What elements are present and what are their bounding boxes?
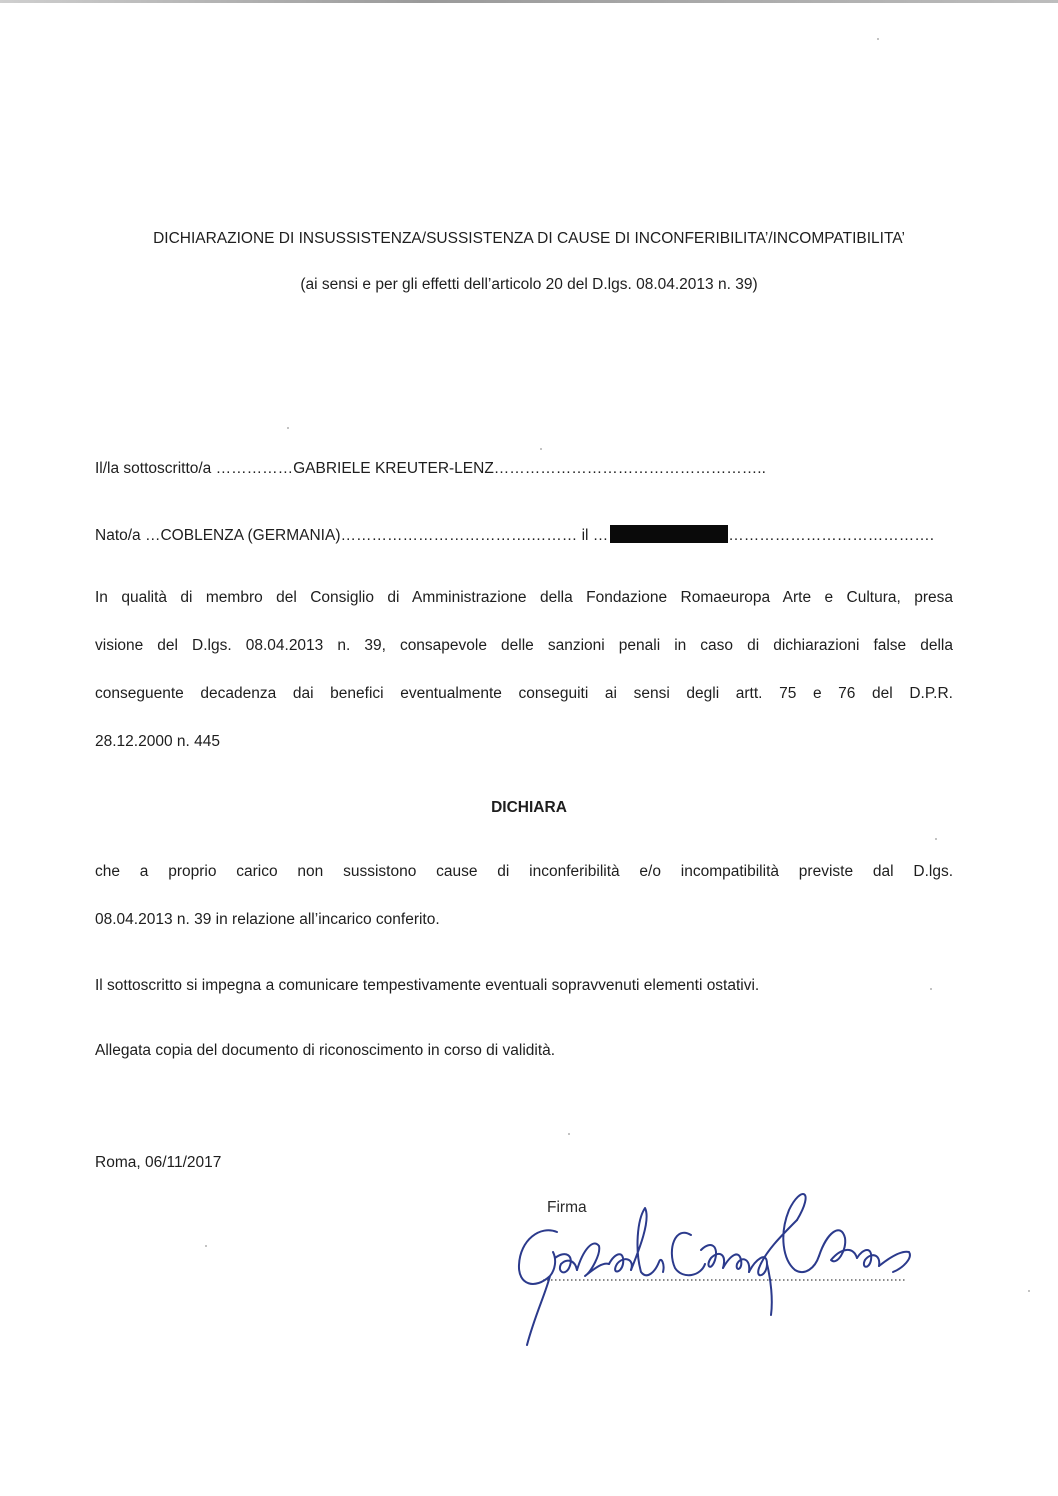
birth-suffix: …………………………………. [728, 527, 935, 544]
signer-name: GABRIELE KREUTER-LENZ [293, 460, 494, 477]
place-date: Roma, 06/11/2017 [95, 1154, 222, 1171]
scan-speck [1028, 1290, 1030, 1292]
scan-speck [540, 448, 542, 450]
scan-speck [287, 427, 289, 429]
statement-line-2: 08.04.2013 n. 39 in relazione all’incarico conferito. [95, 911, 440, 928]
intro-line-3: conseguente decadenza dai benefici eventualmente conseguiti ai sensi degli artt. 75 e 76 del D.P.R. [95, 685, 953, 702]
scan-speck [930, 988, 932, 990]
commitment-line: Il sottoscritto si impegna a comunicare tempestivamente eventuali sopravvenuti elementi ostativi. [95, 977, 760, 994]
scan-speck [877, 38, 879, 40]
birth-middle: ……………………………….……… il … [340, 527, 609, 544]
signature-label: Firma [547, 1199, 587, 1216]
birth-line [95, 525, 934, 546]
intro-line-2: visione del D.lgs. 08.04.2013 n. 39, consapevole delle sanzioni penali in caso di dichiarazioni false della [95, 637, 953, 654]
scan-speck [205, 1245, 207, 1247]
signer-prefix: Il/la sottoscritto/a …………… [95, 460, 294, 477]
redacted-birth-date [610, 525, 728, 543]
statement-line-1: che a proprio carico non sussistono cause di inconferibilità e/o incompatibilità previste dal D.lgs. [95, 863, 953, 880]
scan-speck [935, 838, 937, 840]
signer-suffix: …………………………………………….. [493, 460, 766, 477]
scan-speck [568, 1133, 570, 1135]
birth-prefix: Nato/a … [95, 527, 161, 544]
declares-heading: DICHIARA [491, 799, 567, 816]
intro-line-4: 28.12.2000 n. 445 [95, 733, 220, 750]
signer-line [95, 459, 766, 479]
document-subtitle: (ai sensi e per gli effetti dell’articolo 20 del D.lgs. 08.04.2013 n. 39) [300, 276, 758, 293]
handwritten-signature [505, 1180, 925, 1350]
birth-place: COBLENZA (GERMANIA) [160, 527, 341, 544]
document-title: DICHIARAZIONE DI INSUSSISTENZA/SUSSISTENZA DI CAUSE DI INCONFERIBILITA’/INCOMPATIBILITA’ [153, 230, 905, 247]
attachment-line: Allegata copia del documento di riconoscimento in corso di validità. [95, 1042, 556, 1059]
intro-line-1: In qualità di membro del Consiglio di Amministrazione della Fondazione Romaeuropa Arte e Cultura, presa [95, 589, 953, 606]
scan-top-edge [0, 0, 1058, 3]
